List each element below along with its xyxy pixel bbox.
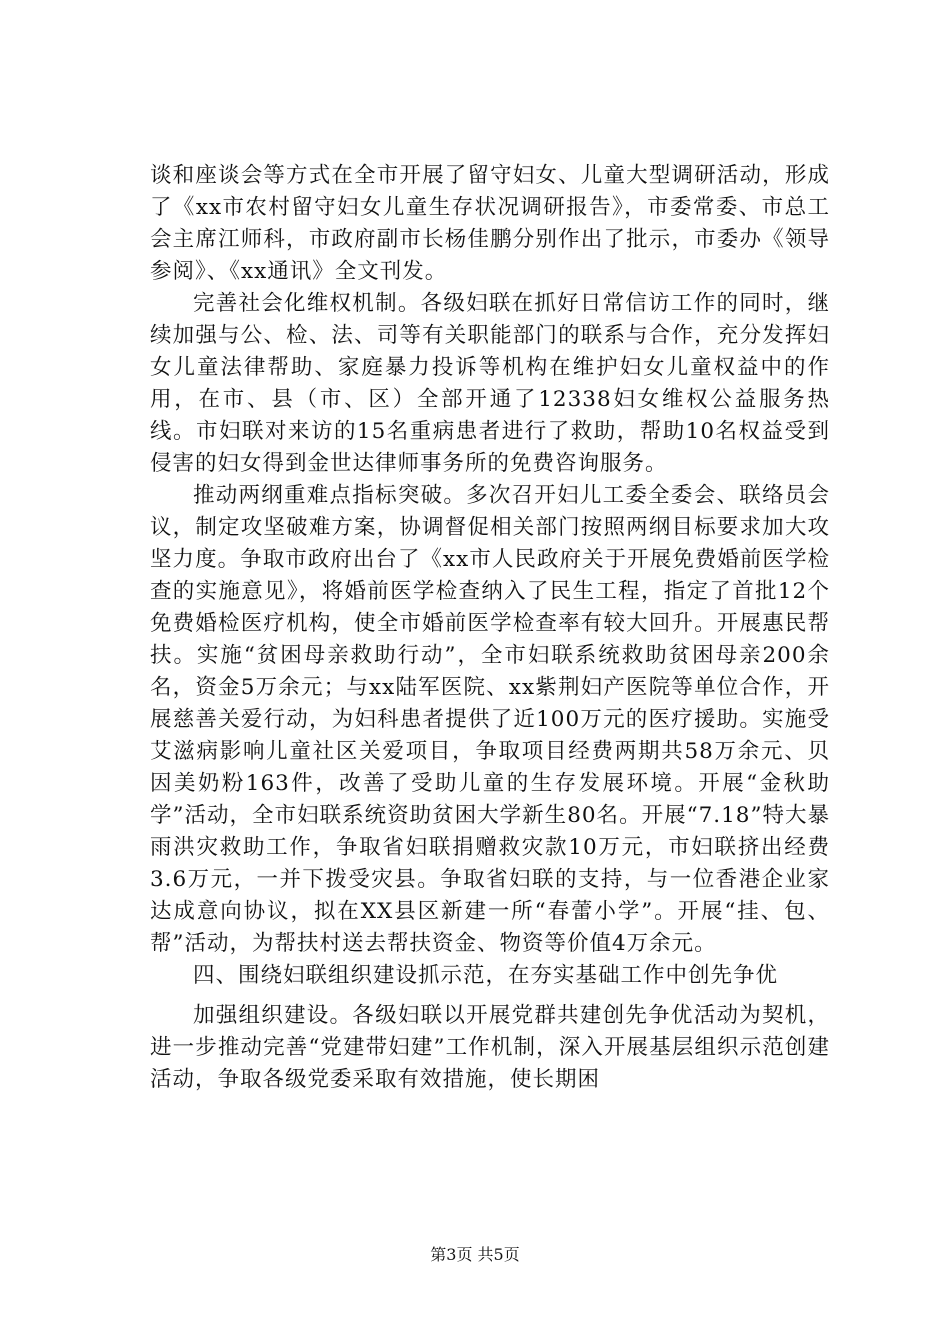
- paragraph-organization-building: 加强组织建设。各级妇联以开展党群共建创先争优活动为契机，进一步推动完善“党建带妇建”工作机制，深入开展基层组织示范创建活动，争取各级党委采取有效措施，使长期困: [150, 1003, 830, 1092]
- paragraph-rights-mechanism: 完善社会化维权机制。各级妇联在抓好日常信访工作的同时，继续加强与公、检、法、司等有关职能部门的联系与合作，充分发挥妇女儿童法律帮助、家庭暴力投诉等机构在维护妇女儿童权益中的作用，在市、县（市、区）全部开通了12338妇女维权公益服务热线。市妇联对来访的15名重病患者进行了救助，帮助10名权益受到侵害的妇女得到金世达律师事务所的免费咨询服务。: [150, 291, 830, 476]
- paragraph-continued-survey: 谈和座谈会等方式在全市开展了留守妇女、儿童大型调研活动，形成了《xx市农村留守妇女儿童生存状况调研报告》，市委常委、市总工会主席江师科，市政府副市长杨佳鹏分别作出了批示，市委办《领导参阅》、《xx通讯》全文刊发。: [150, 163, 830, 284]
- page-footer: [0, 1245, 950, 1265]
- page-number-label: 第3页 共5页: [430, 1245, 520, 1264]
- section-heading-four: 四、围绕妇联组织建设抓示范，在夯实基础工作中创先争优: [193, 963, 779, 988]
- paragraph-two-outlines: 推动两纲重难点指标突破。多次召开妇儿工委全委会、联络员会议，制定攻坚破难方案，协调督促相关部门按照两纲目标要求加大攻坚力度。争取市政府出台了《xx市人民政府关于开展免费婚前医学检查的实施意见》，将婚前医学检查纳入了民生工程，指定了首批12个免费婚检医疗机构，使全市婚前医学检查率有较大回升。开展惠民帮扶。实施“贫困母亲救助行动”，全市妇联系统救助贫困母亲200余名，资金5万余元；与xx陆军医院、xx紫荆妇产医院等单位合作，开展慈善关爱行动，为妇科患者提供了近100万元的医疗援助。实施受艾滋病影响儿童社区关爱项目，争取项目经费两期共58万余元、贝因美奶粉163件，改善了受助儿童的生存发展环境。开展“金秋助学”活动，全市妇联系统资助贫困大学新生80名。开展“7.18”特大暴雨洪灾救助工作，争取省妇联捐赠救灾款10万元，市妇联挤出经费3.6万元，一并下拨受灾县。争取省妇联的支持，与一位香港企业家达成意向协议，拟在XX县区新建一所“春蕾小学”。开展“挂、包、帮”活动，为帮扶村送去帮扶资金、物资等价值4万余元。: [150, 483, 830, 956]
- document-body: [150, 160, 830, 1096]
